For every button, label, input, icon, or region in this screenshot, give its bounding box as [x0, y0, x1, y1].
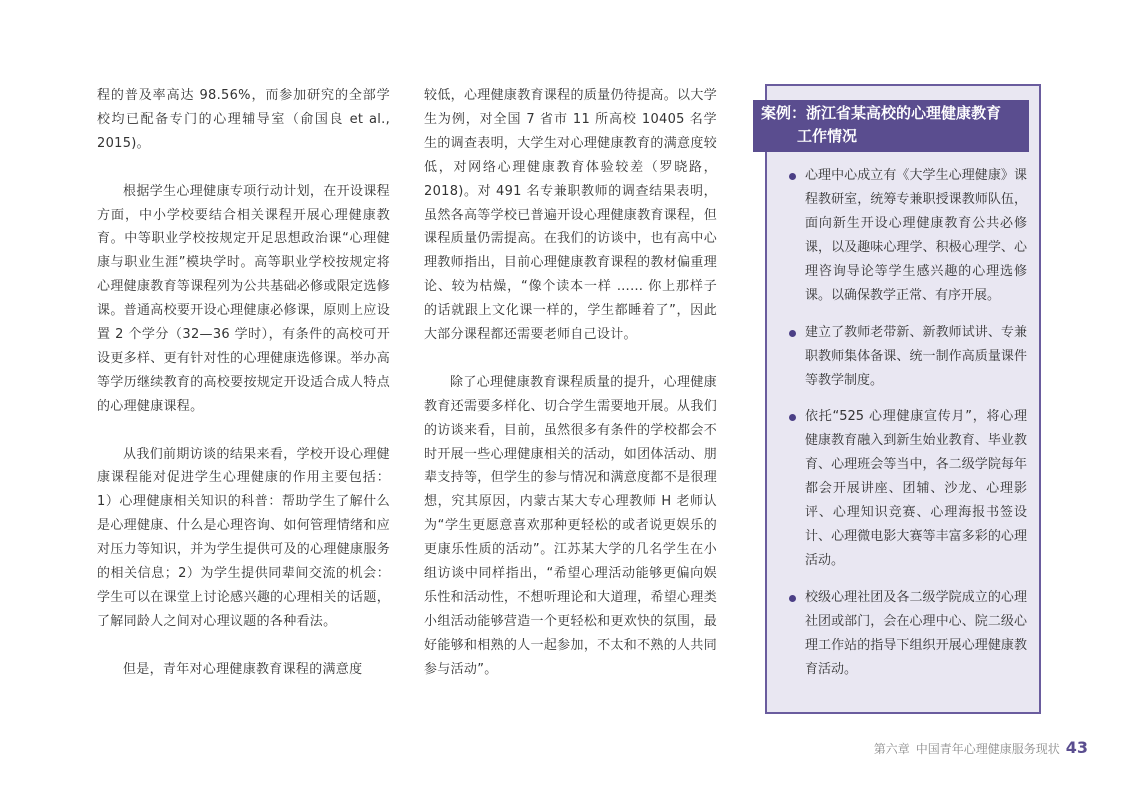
- paragraph: 程的普及率高达 98.56%，而参加研究的全部学校均已配备专门的心理辅导室（俞国良 et al., 2015)。: [97, 88, 390, 151]
- page-footer: [874, 738, 1088, 757]
- case-title-line1: 案例：浙江省某高校的心理健康教育: [761, 104, 1002, 122]
- paragraph: 根据学生心理健康专项行动计划，在开设课程方面，中小学校要结合相关课程开展心理健康教育。中等职业学校按规定开足思想政治课“心理健康与职业生涯”模块学时。高等职业学校按规定将心理健康教育等课程列为公共基础必修或限定选修课。普通高校要开设心理健康必修课，原则上应设置 2 个学分（32—36 学时），有条件的高校可开设更多样、更有针对性的心理健康选修课。举办高等学历继续教育的高校要按规定开设适合成人特点的心理健康课程。: [97, 183, 390, 414]
- left-column: [97, 84, 390, 682]
- case-title-line2: 工作情况: [797, 127, 858, 145]
- list-item-text: 建立了教师老带新、新教师试讲、专兼职教师集体备课、统一制作高质量课件等教学制度。: [805, 324, 1027, 388]
- case-study-title: [753, 100, 1029, 152]
- bullet-icon: [789, 595, 796, 602]
- case-study-list: [789, 164, 1027, 694]
- footer-chapter: 第六章: [873, 742, 910, 756]
- list-item-text: 依托“525 心理健康宣传月”，将心理健康教育融入到新生始业教育、毕业教育、心理班会等当中，各二级学院每年都会开展讲座、团辅、沙龙、心理影评、心理知识竞赛、心理海报书签设计、心理微电影大赛等丰富多彩的心理活动。: [805, 408, 1027, 569]
- middle-column: [424, 84, 717, 682]
- paragraph: 较低，心理健康教育课程的质量仍待提高。以大学生为例，对全国 7 省市 11 所高校 10405 名学生的调查表明，大学生对心理健康教育的满意度较低，对网络心理健康教育体验较差（罗晓路，2018)。对 491 名专兼职教师的调查结果表明，虽然各高等学校已普遍开设心理健康教育课程，但课程质量仍需提高。在我们的访谈中，也有高中心理教师指出，目前心理健康教育课程的教材偏重理论、较为枯燥，“像个读本一样 …… 你上那样子的话就跟上文化课一样的，学生都睡着了”，因此大部分课程都还需要老师自己设计。: [424, 88, 717, 343]
- paragraph: 从我们前期访谈的结果来看，学校开设心理健康课程能对促进学生心理健康的作用主要包括：1）心理健康相关知识的科普：帮助学生了解什么是心理健康、什么是心理咨询、如何管理情绪和应对压力等知识，并为学生提供可及的心理健康服务的相关信息；2）为学生提供同辈间交流的机会：学生可以在课堂上讨论感兴趣的心理相关的话题，了解同龄人之间对心理议题的各种看法。: [97, 446, 390, 629]
- list-item: [789, 164, 1027, 309]
- paragraph: 除了心理健康教育课程质量的提升，心理健康教育还需要多样化、切合学生需要地开展。从我们的访谈来看，目前，虽然很多有条件的学校都会不时开展一些心理健康相关的活动，如团体活动、朋辈支持等，但学生的参与情况和满意度都不是很理想，究其原因，内蒙古某大专心理教师 H 老师认为“学生更愿意喜欢那种更轻松的或者说更娱乐的更康乐性质的活动”。江苏某大学的几名学生在小组访谈中同样指出，“希望心理活动能够更偏向娱乐性和活动性，不想听理论和大道理，希望心理类小组活动能够营造一个更轻松和更欢快的氛围，最好能够和相熟的人一起参加，不太和不熟的人共同参与活动”。: [424, 374, 717, 677]
- list-item: [789, 321, 1027, 393]
- bullet-icon: [789, 414, 796, 421]
- bullet-icon: [789, 173, 796, 180]
- page-number: 43: [1065, 738, 1088, 757]
- list-item: [789, 586, 1027, 682]
- list-item-text: 心理中心成立有《大学生心理健康》课程教研室，统筹专兼职授课教师队伍，面向新生开设心理健康教育公共必修课，以及趣味心理学、积极心理学、心理咨询导论等学生感兴趣的心理选修课。以确保教学正常、有序开展。: [805, 168, 1027, 304]
- case-study-box: [761, 84, 1041, 714]
- footer-title: 中国青年心理健康服务现状: [915, 742, 1060, 756]
- bullet-icon: [789, 330, 796, 337]
- list-item-text: 校级心理社团及各二级学院成立的心理社团或部门，会在心理中心、院二级心理工作站的指导下组织开展心理健康教育活动。: [805, 589, 1027, 677]
- paragraph: 但是，青年对心理健康教育课程的满意度: [123, 661, 363, 677]
- list-item: [789, 405, 1027, 574]
